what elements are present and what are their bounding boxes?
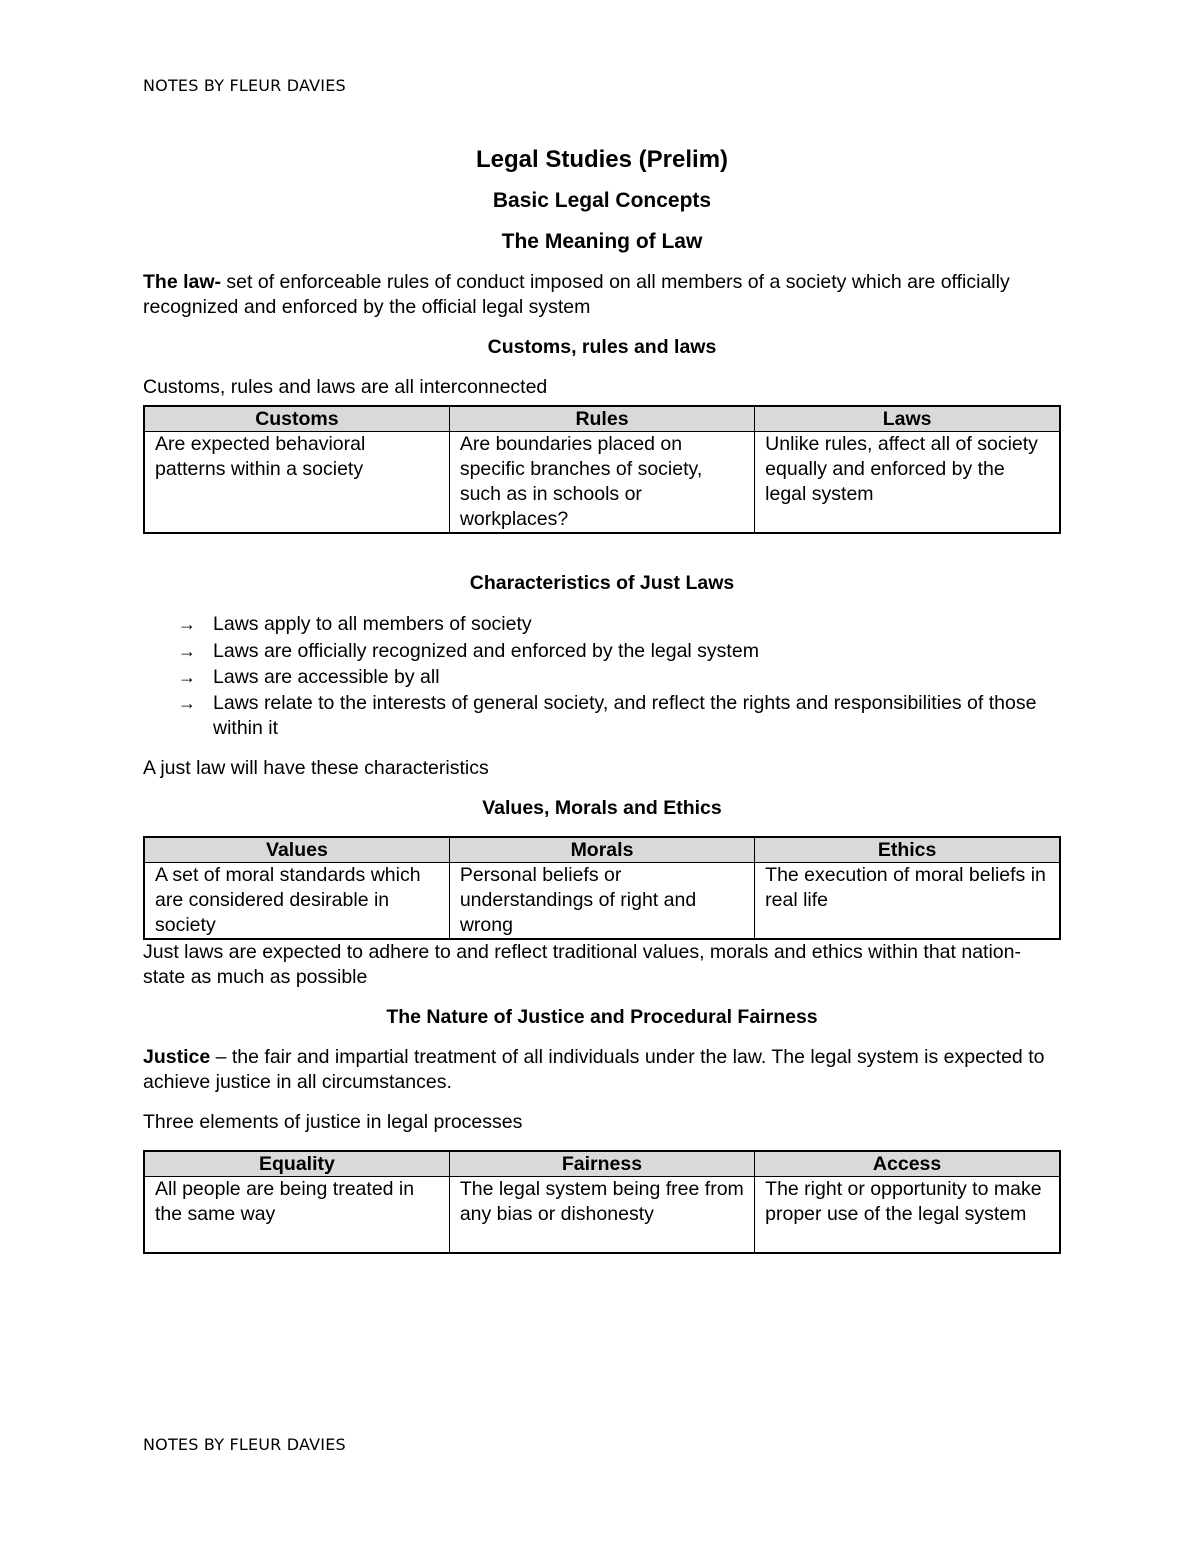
- table-header-cell: Ethics: [755, 837, 1060, 863]
- table-row: [144, 1176, 1060, 1253]
- customs-heading: Customs, rules and laws: [487, 336, 717, 358]
- table-header-cell: Values: [144, 837, 449, 863]
- list-item: → Laws apply to all members of society: [178, 611, 1061, 638]
- table-cell: Are expected behavioral patterns within a society: [144, 432, 449, 534]
- customs-table: [143, 405, 1061, 534]
- document-body: [143, 140, 1061, 1254]
- table-row: [144, 432, 1060, 534]
- table-cell: Unlike rules, affect all of society equally and enforced by the legal system: [755, 432, 1060, 534]
- table-cell: The execution of moral beliefs in real life: [755, 862, 1060, 939]
- law-definition-text: set of enforceable rules of conduct imposed on all members of a society which are officially recognized and enforced by the official legal system: [143, 271, 1010, 318]
- section-title: Basic Legal Concepts: [492, 189, 712, 212]
- arrow-icon: →: [178, 667, 196, 687]
- values-table: [143, 836, 1061, 940]
- table-cell: All people are being treated in the same way: [144, 1176, 449, 1253]
- just-laws-summary: A just law will have these characteristics: [143, 756, 489, 779]
- table-header-cell: Laws: [755, 406, 1060, 432]
- arrow-icon: →: [178, 640, 196, 661]
- table-header-cell: Fairness: [449, 1151, 754, 1177]
- table-header-cell: Customs: [144, 406, 449, 432]
- list-item: → Laws are accessible by all: [178, 664, 1061, 691]
- document-title: Legal Studies (Prelim): [475, 146, 729, 173]
- just-laws-heading: Characteristics of Just Laws: [469, 572, 735, 594]
- justice-definition: [143, 1045, 1061, 1095]
- arrow-icon: →: [178, 614, 196, 634]
- list-item: → Laws relate to the interests of general society, and reflect the rights and responsibilities of those within it: [178, 691, 1037, 739]
- running-header: NOTES BY FLEUR DAVIES: [143, 76, 346, 95]
- table-cell: A set of moral standards which are considered desirable in society: [144, 862, 449, 939]
- just-laws-list: [143, 611, 1061, 741]
- arrow-icon: →: [178, 692, 196, 713]
- table-header-cell: Rules: [449, 406, 754, 432]
- table-cell: Are boundaries placed on specific branches of society, such as in schools or workplaces?: [449, 432, 754, 534]
- list-item: → Laws are officially recognized and enforced by the legal system: [178, 638, 1061, 665]
- justice-table: [143, 1150, 1061, 1254]
- running-footer: NOTES BY FLEUR DAVIES: [143, 1435, 346, 1454]
- values-note: Just laws are expected to adhere to and reflect traditional values, morals and ethics within that nation-state as much as possible: [143, 940, 1021, 988]
- table-header-cell: Morals: [449, 837, 754, 863]
- customs-intro: Customs, rules and laws are all interconnected: [143, 376, 548, 398]
- values-heading: Values, Morals and Ethics: [482, 796, 722, 819]
- justice-heading: The Nature of Justice and Procedural Fairness: [386, 1005, 818, 1028]
- table-header-cell: Access: [755, 1151, 1060, 1177]
- justice-definition-text: – the fair and impartial treatment of all individuals under the law. The legal system is expected to achieve justice in all circumstances.: [143, 1045, 1045, 1093]
- justice-term: Justice: [143, 1045, 211, 1068]
- table-header-cell: Equality: [144, 1151, 449, 1177]
- law-definition: [143, 270, 1061, 320]
- table-cell: The right or opportunity to make proper use of the legal system: [755, 1176, 1060, 1253]
- table-row: [144, 862, 1060, 939]
- table-cell: Personal beliefs or understandings of right and wrong: [449, 862, 754, 939]
- law-term: The law-: [143, 271, 222, 293]
- justice-intro: Three elements of justice in legal processes: [143, 1110, 523, 1133]
- meaning-heading: The Meaning of Law: [501, 230, 703, 253]
- table-cell: The legal system being free from any bias or dishonesty: [449, 1176, 754, 1253]
